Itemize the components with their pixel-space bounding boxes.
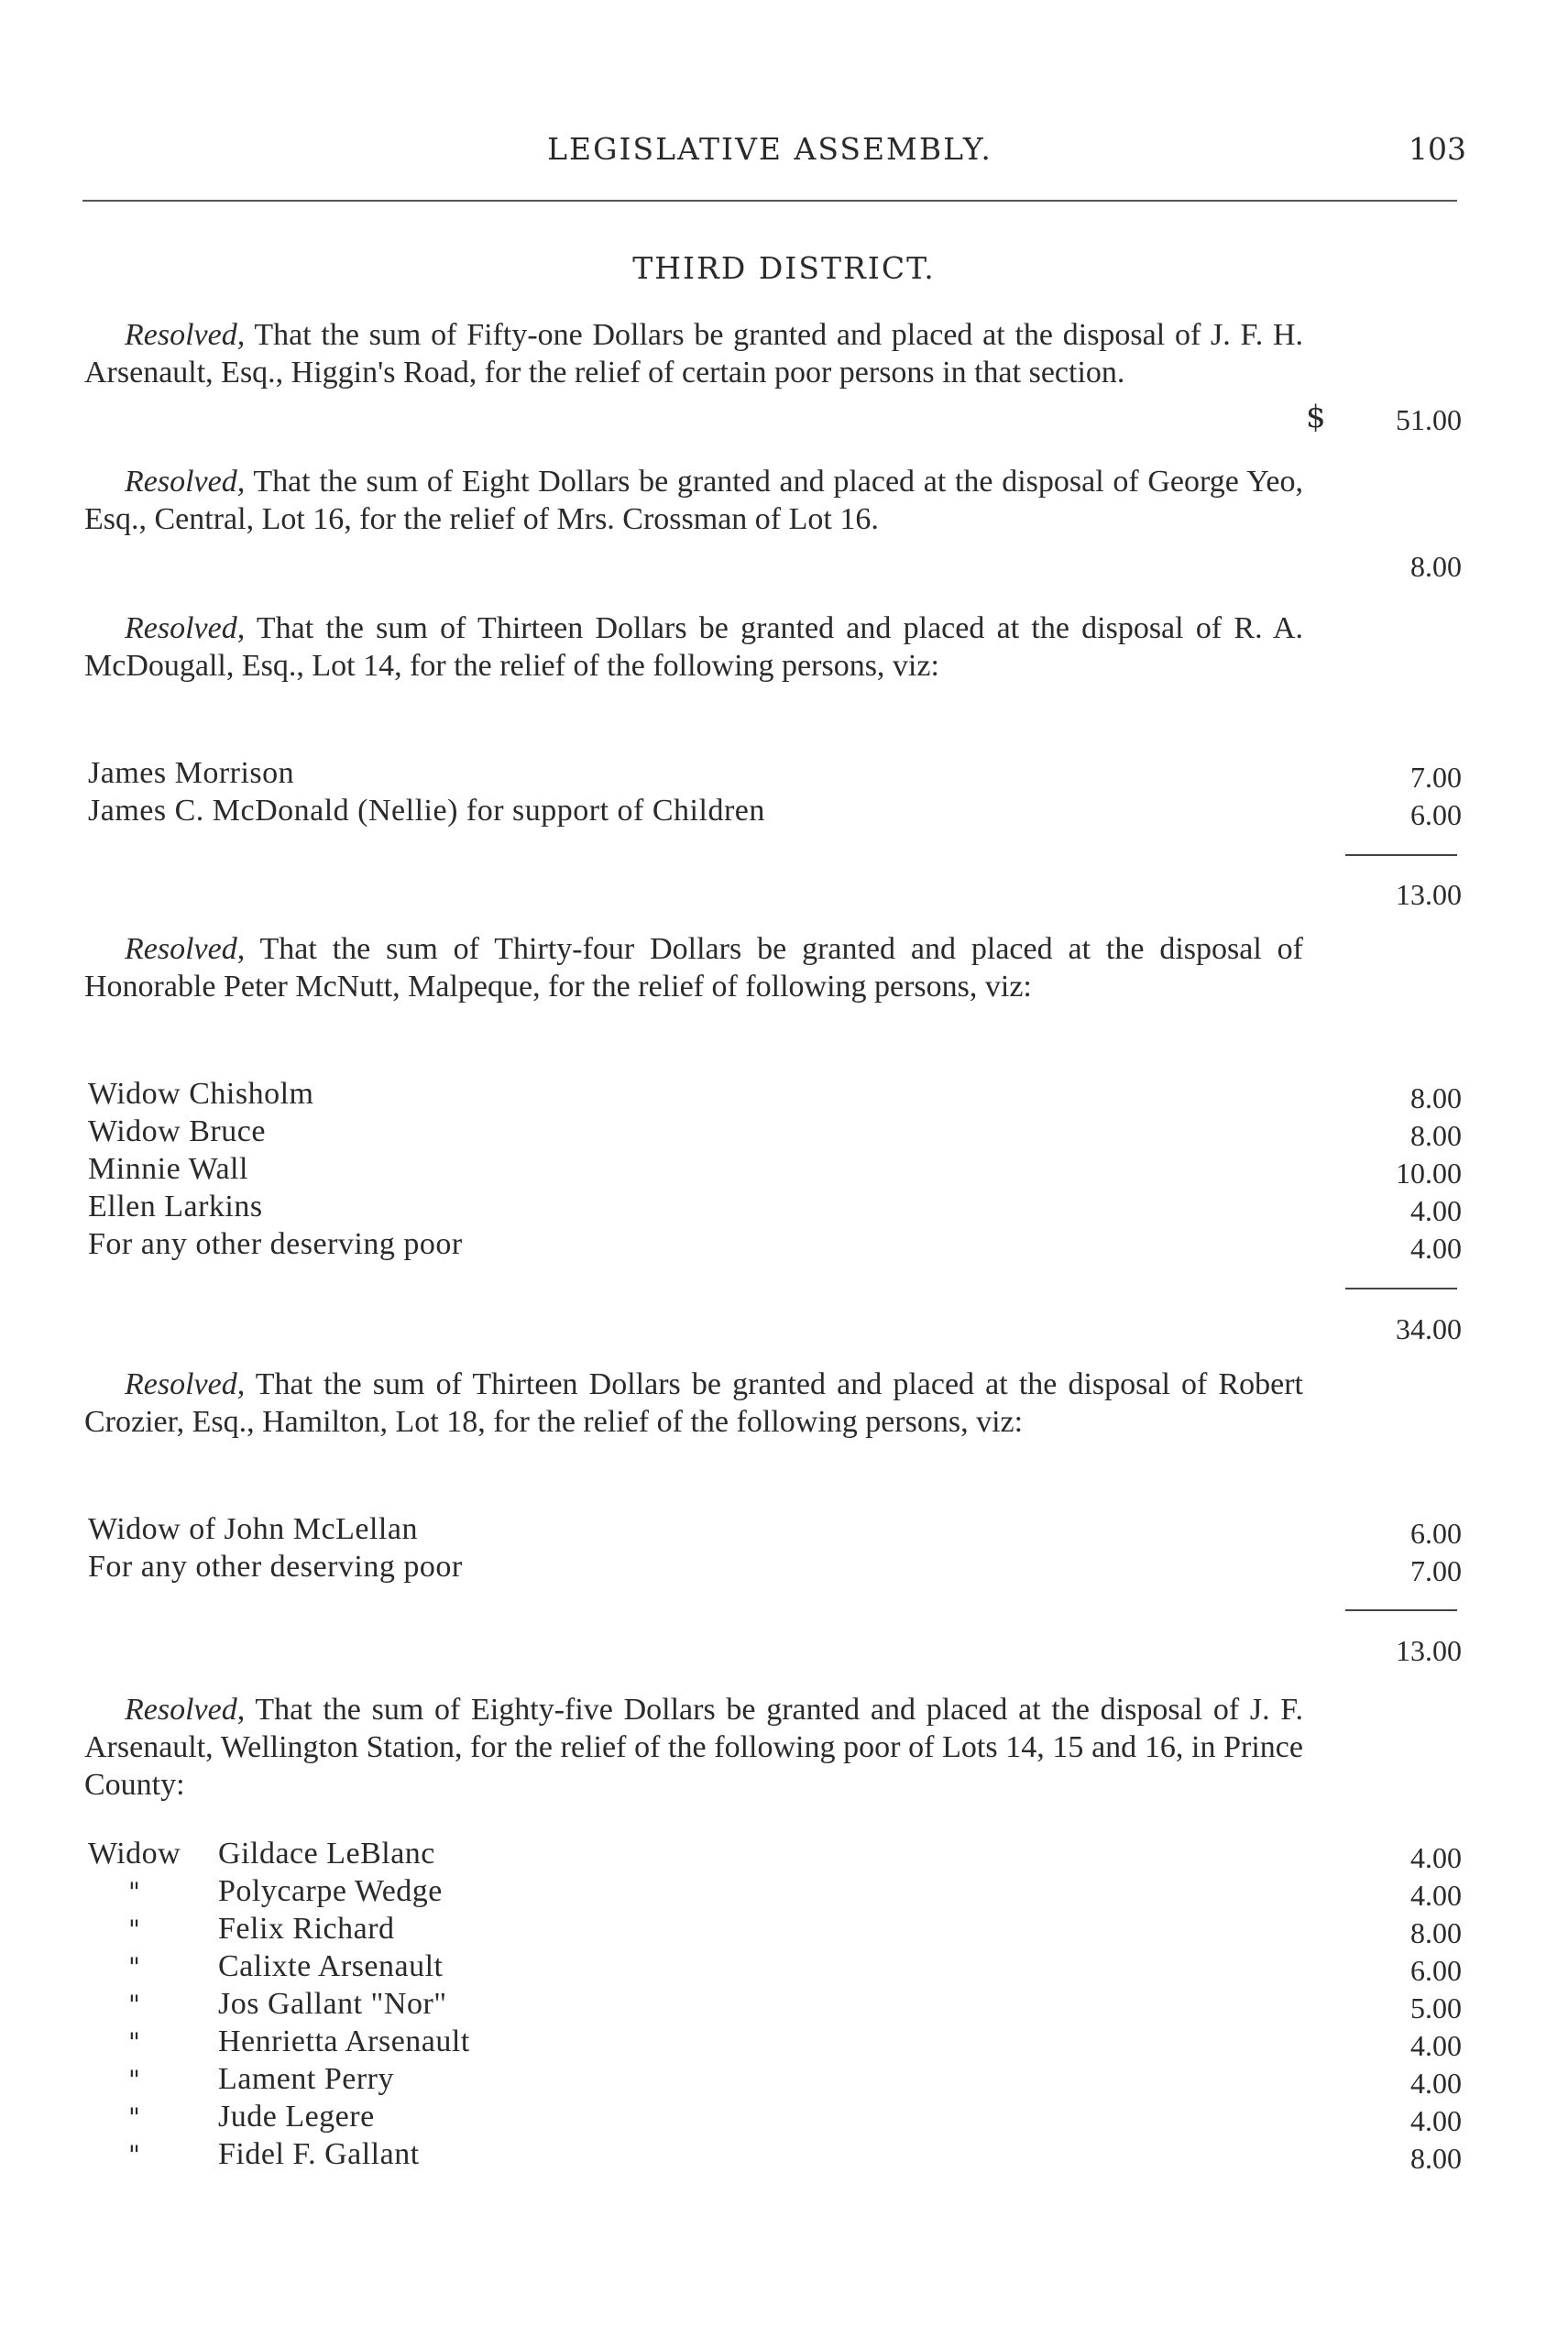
resolution-paragraph <box>84 463 1303 538</box>
amount: 8.00 <box>1410 550 1462 583</box>
running-title: LEGISLATIVE ASSEMBLY. <box>547 131 992 167</box>
list-item-name: Polycarpe Wedge <box>218 1874 443 1908</box>
list-item-name: Jude Legere <box>218 2100 375 2134</box>
list-item-amount: 8.00 <box>1410 1081 1462 1114</box>
list-item-amount: 4.00 <box>1410 1841 1462 1874</box>
list-item-name: Widow Chisholm <box>88 1077 314 1111</box>
ditto-mark: " <box>128 1990 140 2020</box>
list-item-name: For any other deserving poor <box>88 1550 463 1584</box>
widow-prefix: Widow <box>88 1837 181 1871</box>
list-item-amount: 8.00 <box>1410 2142 1462 2175</box>
list-item-amount: 10.00 <box>1396 1157 1462 1190</box>
resolution-text: That the sum of Thirteen Dollars be granted and placed at the disposal of Robert Crozier, Esq., Hamilton, Lot 18, for the relief of the following persons, viz: <box>84 1367 1303 1439</box>
subtotal: 34.00 <box>1396 1312 1462 1345</box>
section-title: THIRD DISTRICT. <box>632 250 936 286</box>
list-item-name: Widow of John McLellan <box>88 1512 418 1546</box>
list-item-name: Henrietta Arsenault <box>218 2024 470 2058</box>
list-item-name: Minnie Wall <box>88 1152 248 1186</box>
resolution-paragraph <box>84 930 1303 1005</box>
resolution-paragraph <box>84 1691 1303 1804</box>
resolved-lead: Resolved, <box>125 1693 246 1727</box>
resolution-text: That the sum of Thirteen Dollars be granted and placed at the disposal of R. A. McDougall, Esq., Lot 14, for the relief of the following persons, viz: <box>84 611 1303 683</box>
ditto-mark: " <box>128 2102 140 2133</box>
resolution-paragraph <box>84 609 1303 685</box>
resolved-lead: Resolved, <box>125 465 246 499</box>
list-item-name: Widow Bruce <box>88 1114 266 1148</box>
resolved-lead: Resolved, <box>125 611 246 645</box>
ditto-mark: " <box>128 1952 140 1982</box>
list-item-amount: 8.00 <box>1410 1916 1462 1949</box>
sum-rule <box>1345 1609 1457 1611</box>
list-item-name: For any other deserving poor <box>88 1227 463 1261</box>
list-item-amount: 8.00 <box>1410 1119 1462 1152</box>
resolution-paragraph <box>84 1366 1303 1441</box>
list-item-amount: 6.00 <box>1410 798 1462 831</box>
resolution-text: That the sum of Eight Dollars be granted and placed at the disposal of George Yeo, Esq., Central, Lot 16, for the relief of Mrs. Crossman of Lot 16. <box>84 465 1303 536</box>
resolved-lead: Resolved, <box>125 318 246 352</box>
list-item-amount: 4.00 <box>1410 1194 1462 1227</box>
list-item-name: Lament Perry <box>218 2062 394 2096</box>
list-item-name: Gildace LeBlanc <box>218 1837 435 1871</box>
page-header <box>82 131 1466 177</box>
list-item-name: James Morrison <box>88 756 295 790</box>
list-item-amount: 5.00 <box>1410 1991 1462 2024</box>
list-item-name: Jos Gallant "Nor" <box>218 1987 447 2021</box>
resolution-text: That the sum of Fifty-one Dollars be granted and placed at the disposal of J. F. H. Arsenault, Esq., Higgin's Road, for the relief of certain poor persons in that section. <box>84 318 1303 390</box>
resolved-lead: Resolved, <box>125 1367 246 1401</box>
sum-rule <box>1345 1288 1457 1289</box>
list-item-amount: 7.00 <box>1410 1554 1462 1587</box>
amount: 51.00 <box>1396 403 1462 436</box>
resolved-lead: Resolved, <box>125 932 246 966</box>
resolution-text: That the sum of Eighty-five Dollars be granted and placed at the disposal of J. F. Arsenault, Wellington Station, for the relief of the following poor of Lots 14, 15 and 16, in Prince County: <box>84 1693 1303 1802</box>
list-item-name: Calixte Arsenault <box>218 1949 444 1983</box>
resolution-paragraph <box>84 316 1303 391</box>
subtotal: 13.00 <box>1396 1634 1462 1667</box>
sum-rule <box>1345 854 1457 856</box>
list-item-name: Fidel F. Gallant <box>218 2137 420 2171</box>
list-item-name: Felix Richard <box>218 1912 395 1946</box>
list-item-amount: 4.00 <box>1410 1879 1462 1912</box>
resolution-text: That the sum of Thirty-four Dollars be granted and placed at the disposal of Honorable Peter McNutt, Malpeque, for the relief of following persons, viz: <box>84 932 1303 1004</box>
list-item-amount: 6.00 <box>1410 1954 1462 1987</box>
list-item-amount: 6.00 <box>1410 1517 1462 1550</box>
ditto-mark: " <box>128 2140 140 2170</box>
header-rule <box>82 200 1457 202</box>
list-item-amount: 7.00 <box>1410 761 1462 794</box>
list-item-amount: 4.00 <box>1410 2104 1462 2137</box>
page-number: 103 <box>1409 131 1466 167</box>
ditto-mark: " <box>128 2065 140 2095</box>
list-item-amount: 4.00 <box>1410 1232 1462 1265</box>
list-item-amount: 4.00 <box>1410 2029 1462 2062</box>
currency-sign: $ <box>1306 399 1326 435</box>
list-item-amount: 4.00 <box>1410 2067 1462 2100</box>
list-item-name: James C. McDonald (Nellie) for support of Children <box>88 794 765 828</box>
ditto-mark: " <box>128 1877 140 1907</box>
list-item-name: Ellen Larkins <box>88 1190 263 1223</box>
ditto-mark: " <box>128 1915 140 1945</box>
subtotal: 13.00 <box>1396 878 1462 911</box>
ditto-mark: " <box>128 2027 140 2057</box>
